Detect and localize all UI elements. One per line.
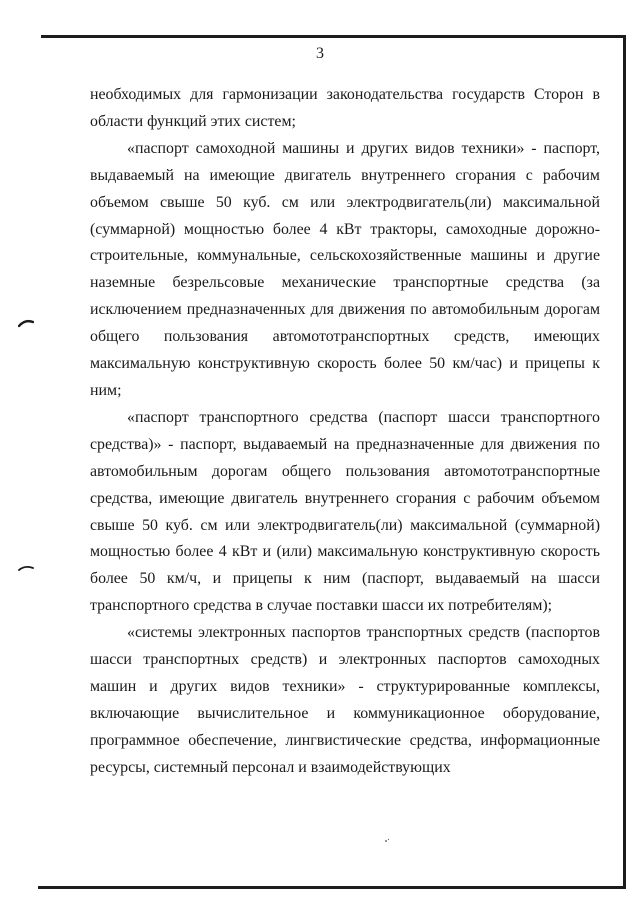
binder-hole-mark-upper xyxy=(18,318,34,328)
page-number: 3 xyxy=(316,45,324,62)
document-body xyxy=(90,82,600,782)
page-border-bottom xyxy=(38,886,626,889)
paragraph-self-propelled-passport: «паспорт самоходной машины и других видов техники» - паспорт, выдаваемый на имеющие двигатель внутреннего сгорания с рабочим объемом свыше 50 куб. см или электродвигатель(ли) максимальной (суммарной) мощностью более 4 кВт тракторы, самоходные дорожно-строительные, коммунальные, сельскохозяйственные машины и другие наземные безрельсовые механические транспортные средства (за исключением предназначенных для движения по автомобильным дорогам общего пользования автомототранспортных средств, имеющих максимальную конструктивную скорость более 50 км/час) и прицепы к ним; xyxy=(90,139,600,399)
binder-hole-mark-lower xyxy=(18,563,34,573)
page-border-top xyxy=(41,35,626,38)
paragraph-vehicle-passport: «паспорт транспортного средства (паспорт шасси транспортного средства)» - паспорт, выдаваемый на предназначенные для движения по автомобильным дорогам общего пользования автомототранспортные средства, имеющие двигатель внутреннего сгорания с рабочим объемом свыше 50 куб. см или электродвигатель(ли) максимальной (суммарной) мощностью более 4 кВт и (или) максимальную конструктивную скорость более 50 км/ч, и прицепы к ним (паспорт, выдаваемый на шасси транспортного средства в случае поставки шасси их потребителям); xyxy=(90,408,600,615)
scan-speck xyxy=(384,838,390,844)
paragraph-electronic-passport-systems: «системы электронных паспортов транспортных средств (паспортов шасси транспортных средств) и электронных паспортов самоходных машин и других видов техники» - структурированные комплексы, включающие вычислительное и коммуникационное оборудование, программное обеспечение, лингвистические средства, информационные ресурсы, системный персонал и взаимодействующих xyxy=(90,624,600,776)
paragraph-continuation: необходимых для гармонизации законодательства государств Сторон в области функций этих систем; xyxy=(90,86,600,130)
page-border-right xyxy=(623,35,626,889)
